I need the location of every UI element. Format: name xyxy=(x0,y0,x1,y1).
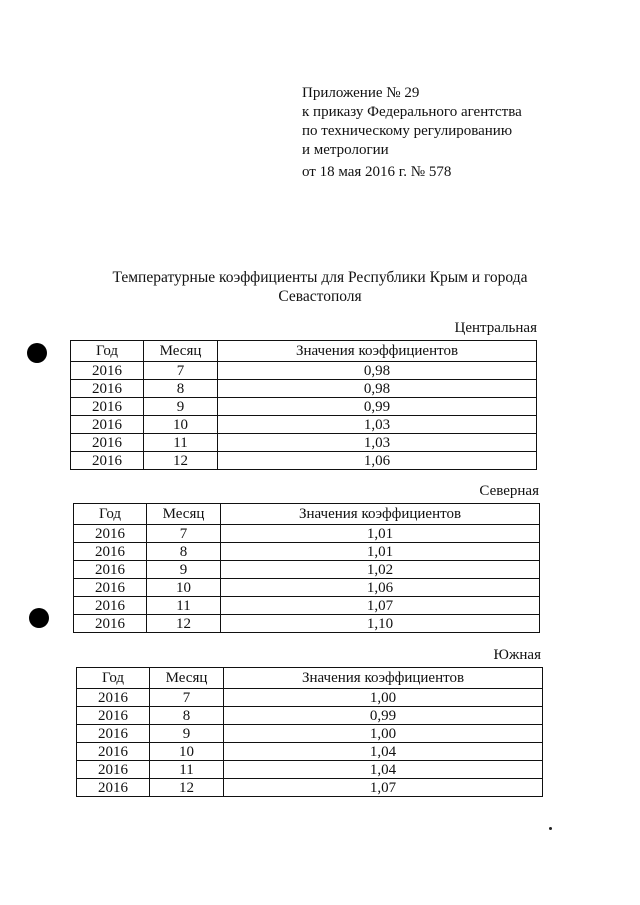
cell-month: 11 xyxy=(150,761,224,779)
table-row xyxy=(74,615,540,633)
table-row xyxy=(71,416,537,434)
coefficients-table-north xyxy=(73,503,540,633)
cell-value: 1,01 xyxy=(221,543,540,561)
cell-month: 12 xyxy=(144,452,218,470)
cell-value: 0,98 xyxy=(218,380,537,398)
cell-value: 1,00 xyxy=(224,689,543,707)
column-header-value: Значения коэффициентов xyxy=(224,668,543,689)
cell-year: 2016 xyxy=(77,779,150,797)
cell-year: 2016 xyxy=(74,579,147,597)
cell-value: 1,06 xyxy=(218,452,537,470)
region-label-central: Центральная xyxy=(454,320,537,336)
cell-value: 1,01 xyxy=(221,525,540,543)
column-header-year: Год xyxy=(77,668,150,689)
cell-value: 0,98 xyxy=(218,362,537,380)
cell-month: 10 xyxy=(147,579,221,597)
cell-month: 11 xyxy=(144,434,218,452)
cell-month: 10 xyxy=(144,416,218,434)
table-row xyxy=(71,398,537,416)
punch-hole-bottom xyxy=(29,608,49,628)
cell-year: 2016 xyxy=(77,707,150,725)
header-date-line: от 18 мая 2016 г. № 578 xyxy=(302,164,452,180)
column-header-month: Месяц xyxy=(150,668,224,689)
table-row xyxy=(71,452,537,470)
table-header-row xyxy=(77,668,543,689)
cell-value: 0,99 xyxy=(224,707,543,725)
table-row xyxy=(77,761,543,779)
table-row xyxy=(74,579,540,597)
cell-year: 2016 xyxy=(77,743,150,761)
column-header-value: Значения коэффициентов xyxy=(218,341,537,362)
title-line-1: Температурные коэффициенты для Республики Крым и города xyxy=(112,269,528,286)
column-header-month: Месяц xyxy=(144,341,218,362)
region-label-north: Северная xyxy=(479,483,539,499)
header-line: по техническому регулированию xyxy=(302,123,513,139)
cell-month: 12 xyxy=(147,615,221,633)
table-row xyxy=(77,725,543,743)
cell-value: 1,07 xyxy=(224,779,543,797)
coefficients-table-central xyxy=(70,340,537,470)
cell-month: 7 xyxy=(144,362,218,380)
header-line: Приложение № 29 xyxy=(302,85,420,101)
column-header-value: Значения коэффициентов xyxy=(221,504,540,525)
appendix-header xyxy=(302,84,522,182)
cell-month: 8 xyxy=(144,380,218,398)
header-line: и метрологии xyxy=(302,142,389,158)
title-line-2: Севастополя xyxy=(278,288,362,305)
table-header-row xyxy=(71,341,537,362)
table-row xyxy=(74,597,540,615)
cell-value: 1,03 xyxy=(218,416,537,434)
cell-value: 1,02 xyxy=(221,561,540,579)
table-row xyxy=(71,434,537,452)
cell-month: 8 xyxy=(147,543,221,561)
cell-value: 1,04 xyxy=(224,743,543,761)
table-row xyxy=(77,689,543,707)
cell-year: 2016 xyxy=(74,561,147,579)
punch-hole-top xyxy=(27,343,47,363)
table-row xyxy=(74,525,540,543)
cell-month: 9 xyxy=(150,725,224,743)
cell-year: 2016 xyxy=(77,725,150,743)
cell-value: 1,06 xyxy=(221,579,540,597)
column-header-year: Год xyxy=(74,504,147,525)
cell-year: 2016 xyxy=(77,761,150,779)
cell-value: 1,03 xyxy=(218,434,537,452)
cell-month: 7 xyxy=(150,689,224,707)
cell-value: 1,10 xyxy=(221,615,540,633)
table-row xyxy=(77,743,543,761)
scan-speck xyxy=(549,827,552,830)
cell-month: 12 xyxy=(150,779,224,797)
cell-year: 2016 xyxy=(74,615,147,633)
cell-year: 2016 xyxy=(71,362,144,380)
table-row xyxy=(77,779,543,797)
cell-value: 1,00 xyxy=(224,725,543,743)
cell-year: 2016 xyxy=(71,380,144,398)
cell-month: 11 xyxy=(147,597,221,615)
cell-year: 2016 xyxy=(71,398,144,416)
document-title xyxy=(90,268,550,306)
cell-month: 9 xyxy=(144,398,218,416)
table-header-row xyxy=(74,504,540,525)
region-label-south: Южная xyxy=(493,647,541,663)
cell-year: 2016 xyxy=(71,452,144,470)
coefficients-table-south xyxy=(76,667,543,797)
cell-value: 1,07 xyxy=(221,597,540,615)
column-header-year: Год xyxy=(71,341,144,362)
cell-year: 2016 xyxy=(74,525,147,543)
cell-month: 10 xyxy=(150,743,224,761)
column-header-month: Месяц xyxy=(147,504,221,525)
header-line: к приказу Федерального агентства xyxy=(302,104,522,120)
table-row xyxy=(71,380,537,398)
table-row xyxy=(74,543,540,561)
cell-year: 2016 xyxy=(71,416,144,434)
cell-year: 2016 xyxy=(71,434,144,452)
cell-month: 7 xyxy=(147,525,221,543)
table-row xyxy=(71,362,537,380)
cell-month: 9 xyxy=(147,561,221,579)
cell-year: 2016 xyxy=(74,597,147,615)
cell-month: 8 xyxy=(150,707,224,725)
cell-value: 1,04 xyxy=(224,761,543,779)
cell-year: 2016 xyxy=(74,543,147,561)
table-row xyxy=(74,561,540,579)
table-row xyxy=(77,707,543,725)
cell-value: 0,99 xyxy=(218,398,537,416)
cell-year: 2016 xyxy=(77,689,150,707)
